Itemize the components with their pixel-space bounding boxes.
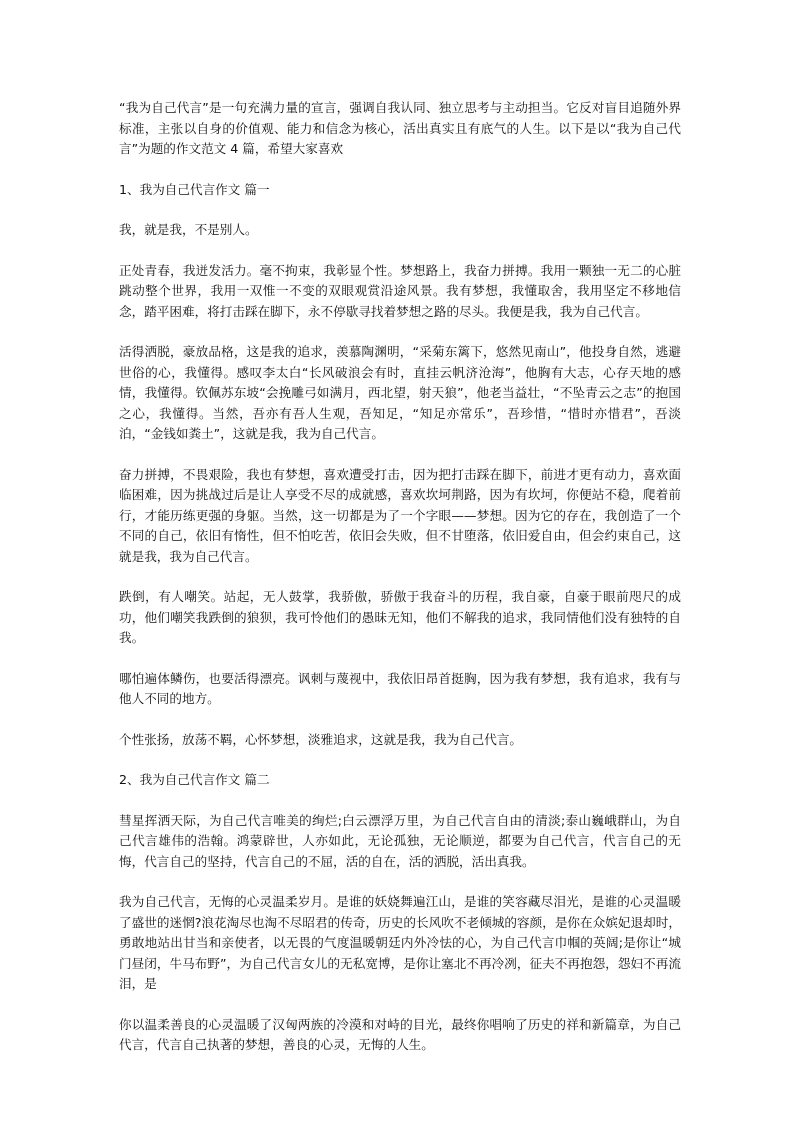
- paragraph: 我，就是我，不是别人。: [119, 222, 258, 237]
- paragraph: 奋力拼搏，不畏艰险，我也有梦想，喜欢遭受打击，因为把打击踩在脚下，前进才更有动力，喜欢面临困难，因为挑战过后是让人享受不尽的成就感，喜欢坎坷荆路，因为有坎坷，你便站不稳，爬着前行，才能历练更强的身躯。当然，这一切都是为了一个字眼——梦想。因为它的存在，我创造了一个不同的自己，依旧有惰性，但不怕吃苦，依旧会失败，但不甘堕落，依旧爱自由，但会约束自己，这就是我，我为自己代言。: [119, 466, 681, 564]
- paragraph: 彗星挥洒天际，为自己代言唯美的绚烂;白云漂浮万里，为自己代言自由的清淡;泰山巍峨群山，为自己代言雄伟的浩翰。鸿蒙辟世，人亦如此，无论孤独，无论顺逆，都要为自己代言，代言自己的无悔，代言自己的坚持，代言自己的不屈，活的自在，活的洒脱，活出真我。: [119, 812, 681, 869]
- paragraph: 我为自己代言，无悔的心灵温柔岁月。是谁的妖娆舞遍江山，是谁的笑容藏尽泪光，是谁的心灵温暖了盛世的迷惘?浪花淘尽也淘不尽昭君的传奇，历史的长风吹不老倾城的容颜，是你在众嫔妃退却时，勇敢地站出甘当和亲使者，以无畏的气度温暖朝廷内外冷怯的心，为自己代言巾帼的英阔;是你让“城门昼闭，牛马布野”，为自己代言女儿的无私宽博，是你让塞北不再冷冽，征夫不再抱怨，怨妇不再流泪，是: [119, 894, 681, 991]
- paragraph: 活得洒脱，豪放品格，这是我的追求，羡慕陶渊明，“采菊东篱下，悠然见南山”，他投身自然，逃避世俗的心，我懂得。感叹李太白“长风破浪会有时，直挂云帆济沧海”，他胸有大志，心存天地的感情，我懂得。钦佩苏东坡“会挽雕弓如满月，西北望，射天狼”，他老当益壮，“不坠青云之志”的抱国之心，我懂得。当然，吾亦有吾人生观，吾知足，“知足亦常乐”，吾珍惜，“惜时亦惜君”，吾淡泊，“金钱如粪土”，这就是我，我为自己代言。: [119, 344, 681, 441]
- paragraph: 正处青春，我迸发活力。毫不拘束，我彰显个性。梦想路上，我奋力拼搏。我用一颗独一无二的心脏跳动整个世界，我用一双惟一不变的双眼观赏沿途风景。我有梦想，我懂取舍，我用坚定不移地信念，踏平困难，将打击踩在脚下，永不停歇寻找着梦想之路的尽头。我便是我，我为自己代言。: [119, 262, 681, 319]
- intro-paragraph: “我为自己代言”是一句充满力量的宣言，强调自我认同、独立思考与主动担当。它反对盲目追随外界标准，主张以自身的价值观、能力和信念为核心，活出真实且有底气的人生。以下是以“我为自己代言”为题的作文范文 4 篇，希望大家喜欢: [119, 100, 681, 156]
- section-heading-1: 1、我为自己代言作文 篇一: [119, 181, 270, 197]
- paragraph: 个性张扬，放荡不羁，心怀梦想，淡雅追求，这就是我，我为自己代言。: [119, 731, 522, 747]
- paragraph: 你以温柔善良的心灵温暖了汉匈两族的冷漠和对峙的目光，最终你唱响了历史的祥和新篇章，为自己代言，代言自己执著的梦想，善良的心灵，无悔的人生。: [119, 1016, 681, 1052]
- section-heading-2: 2、我为自己代言作文 篇二: [119, 772, 270, 787]
- document-page: [119, 98, 681, 1076]
- paragraph: 跌倒，有人嘲笑。站起，无人鼓掌，我骄傲，骄傲于我奋斗的历程，我自豪，自豪于眼前咫尺的成功，他们嘲笑我跌倒的狼狈，我可怜他们的愚昧无知，他们不解我的追求，我同情他们没有独特的自我。: [119, 589, 681, 645]
- paragraph: 哪怕遍体鳞伤，也要活得漂亮。讽刺与蔑视中，我依旧昂首挺胸，因为我有梦想，我有追求，我有与他人不同的地方。: [119, 670, 681, 706]
